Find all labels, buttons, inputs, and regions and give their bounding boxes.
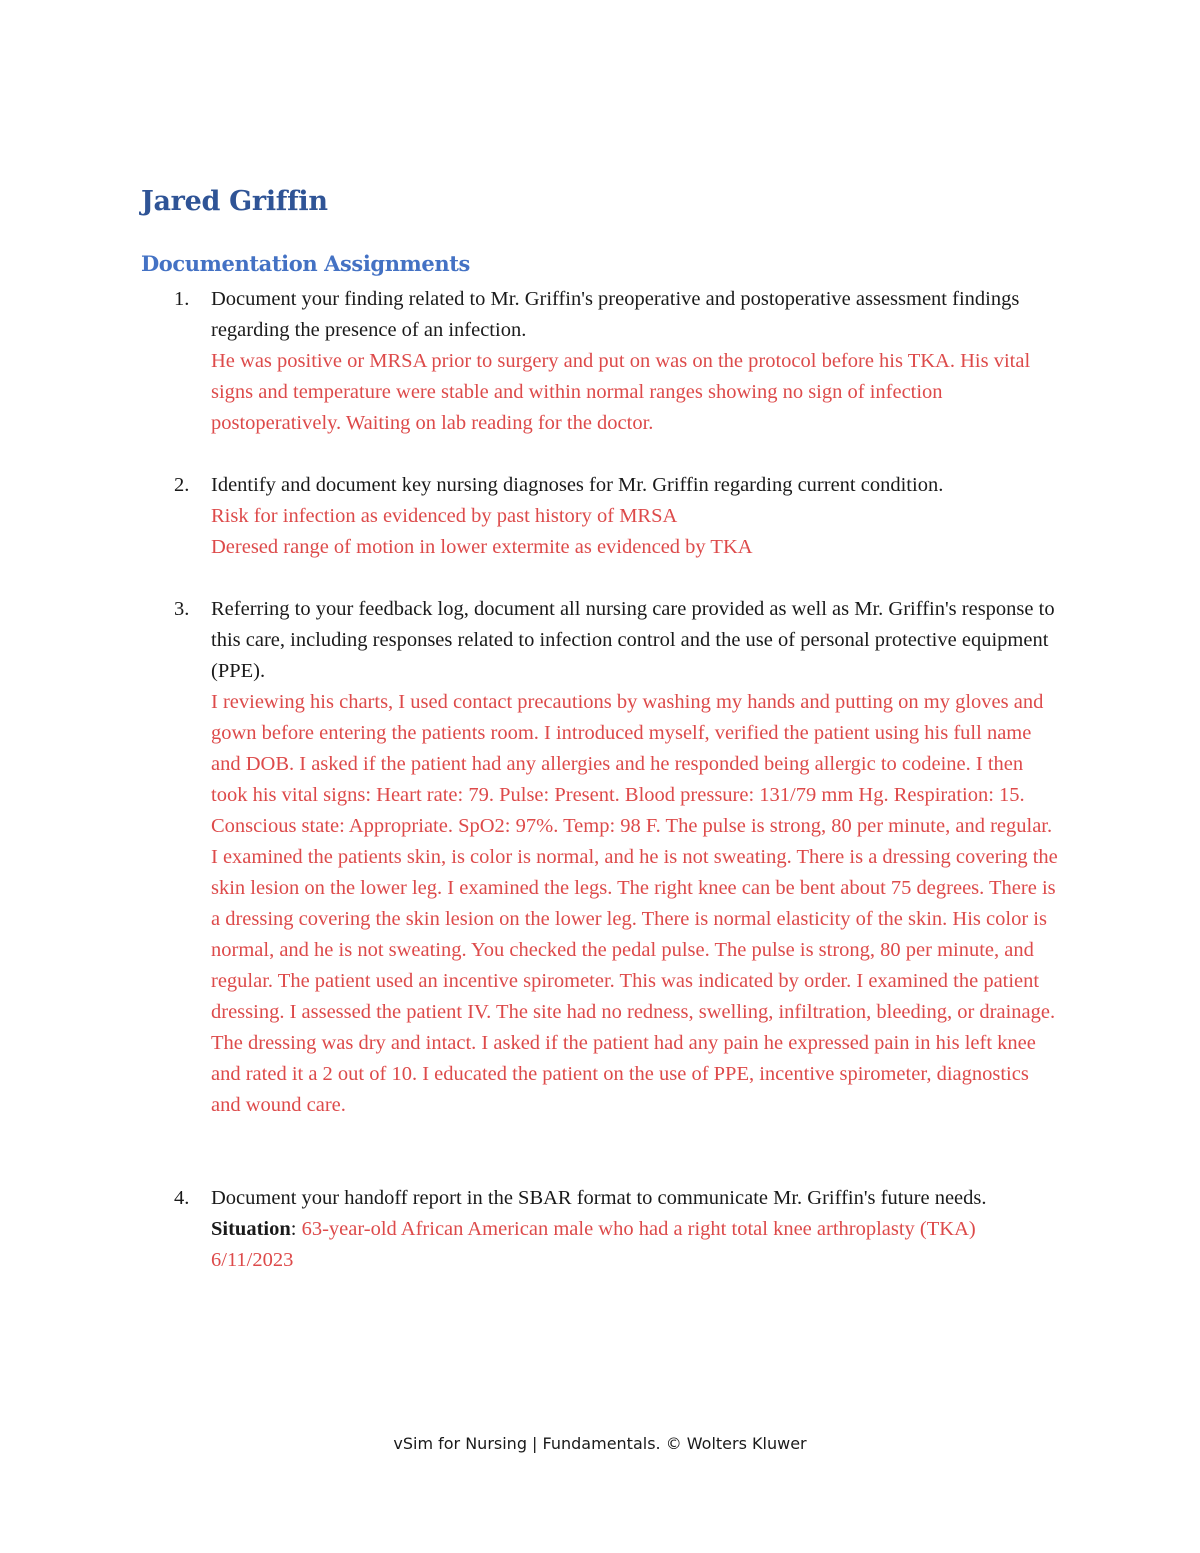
item-question: Document your handoff report in the SBAR format to communicate Mr. Griffin's future needs.	[211, 1187, 987, 1209]
item-number: 2.	[174, 474, 190, 496]
sbar-situation	[211, 1214, 1061, 1276]
item-question: Document your finding related to Mr. Griffin's preoperative and postoperative assessment findings regarding the presence of an infection.	[211, 288, 1020, 341]
sbar-label: Situation	[211, 1218, 291, 1240]
item-number: 3.	[174, 598, 190, 620]
sbar-text: 63-year-old African American male who had a right total knee arthroplasty (TKA) 6/11/2023	[211, 1218, 976, 1271]
list-item	[0, 594, 1061, 1121]
document-title: Jared Griffin	[141, 186, 328, 217]
item-answer-line: Deresed range of motion in lower extermite as evidenced by TKA	[211, 536, 753, 558]
sbar-separator: :	[290, 1218, 297, 1240]
assignment-list	[0, 284, 1200, 1276]
item-number: 4.	[174, 1187, 190, 1209]
item-answer-line: Risk for infection as evidenced by past history of MRSA	[211, 505, 678, 527]
page-footer: vSim for Nursing | Fundamentals. © Wolters Kluwer	[393, 1434, 807, 1453]
list-item	[0, 284, 1061, 439]
item-question: Identify and document key nursing diagnoses for Mr. Griffin regarding current condition.	[211, 474, 944, 496]
list-item	[0, 1183, 1061, 1276]
item-answer: He was positive or MRSA prior to surgery and put on was on the protocol before his TKA. His vital signs and temperature were stable and within normal ranges showing no sign of infection postoperatively. Waiting on lab reading for the doctor.	[211, 350, 1031, 434]
item-question: Referring to your feedback log, document all nursing care provided as well as Mr. Griffin's response to this care, including responses related to infection control and the use of personal protective equipment (PPE).	[211, 598, 1055, 682]
item-number: 1.	[174, 288, 190, 310]
item-answer: I reviewing his charts, I used contact precautions by washing my hands and putting on my gloves and gown before entering the patients room. I introduced myself, verified the patient using his full name and DOB. I asked if the patient had any allergies and he responded being allergic to codeine. I then took his vital signs: Heart rate: 79. Pulse: Present. Blood pressure: 131/79 mm Hg. Respiration: 15. Conscious state: Appropriate. SpO2: 97%. Temp: 98 F. The pulse is strong, 80 per minute, and regular. I examined the patients skin, is color is normal, and he is not sweating. There is a dressing covering the skin lesion on the lower leg. I examined the legs. The right knee can be bent about 75 degrees. There is a dressing covering the skin lesion on the lower leg. There is normal elasticity of the skin. His color is normal, and he is not sweating. You checked the pedal pulse. The pulse is strong, 80 per minute, and regular. The patient used an incentive spirometer. This was indicated by order. I examined the patient dressing. I assessed the patient IV. The site had no redness, swelling, infiltration, bleeding, or drainage. The dressing was dry and intact. I asked if the patient had any pain he expressed pain in his left knee and rated it a 2 out of 10. I educated the patient on the use of PPE, incentive spirometer, diagnostics and wound care.	[211, 691, 1058, 1116]
list-item	[0, 470, 1061, 563]
section-heading: Documentation Assignments	[141, 251, 470, 276]
